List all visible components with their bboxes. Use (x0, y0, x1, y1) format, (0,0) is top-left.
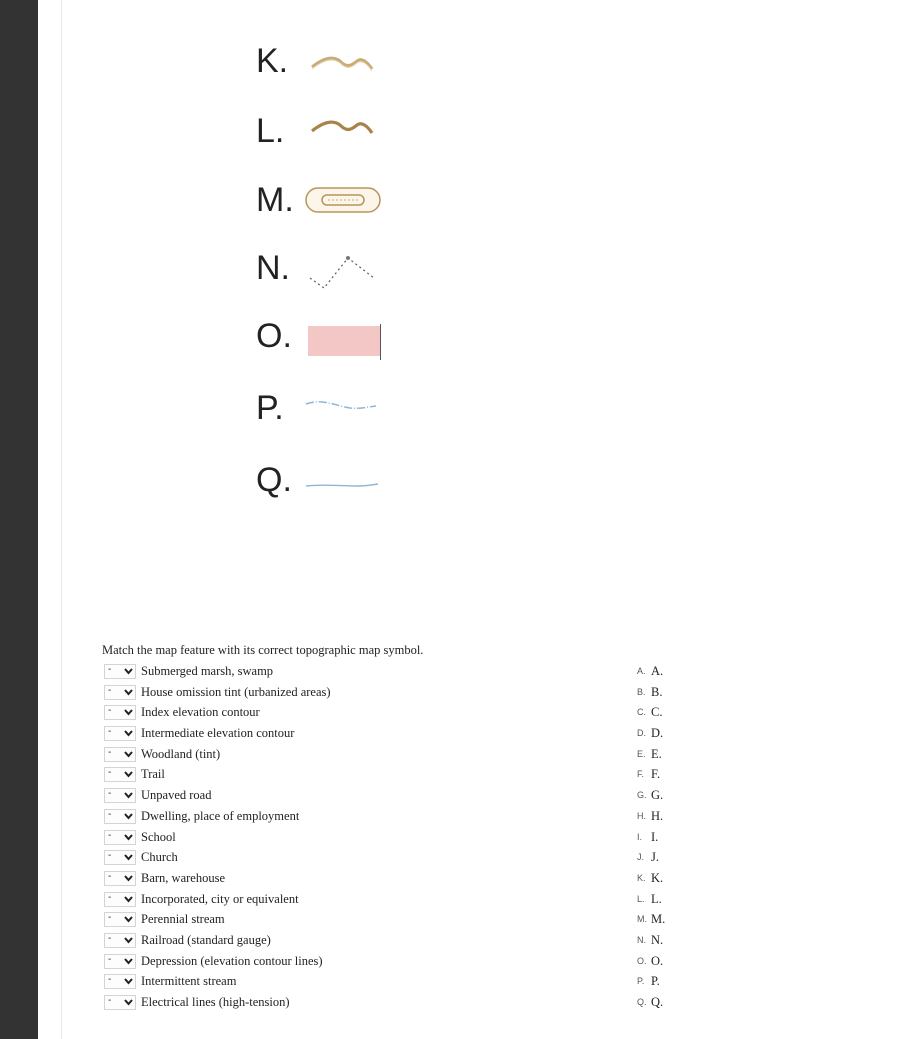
chevron-down-icon (123, 810, 134, 822)
match-list (104, 662, 704, 1014)
answer-option-text: C. (651, 705, 663, 720)
question-prompt: Match the map feature with its correct topographic map symbol. (102, 643, 424, 657)
blue-solid-stream-icon (302, 456, 382, 506)
racetrack-icon (302, 176, 382, 226)
answer-select[interactable] (104, 974, 136, 989)
chevron-down-icon (123, 831, 134, 843)
answer-option-tag: D. (637, 728, 646, 739)
answer-option-text: M. (651, 912, 666, 927)
answer-option-tag: G. (637, 790, 647, 801)
match-item-label: Church (141, 850, 178, 865)
select-value: - (108, 746, 112, 758)
chevron-down-icon (123, 975, 134, 987)
match-item-label: Dwelling, place of employment (141, 808, 300, 823)
match-item-label: Electrical lines (high-tension) (141, 995, 290, 1009)
match-row (104, 993, 704, 1014)
blue-dashed-stream-icon (302, 384, 382, 434)
chevron-down-icon (123, 665, 134, 677)
answer-option-tag: O. (637, 955, 647, 966)
match-item-label: Barn, warehouse (141, 870, 225, 885)
select-value: - (108, 808, 112, 820)
match-row (104, 869, 704, 890)
match-row (104, 910, 704, 931)
pink-tint-block-icon (302, 312, 382, 362)
match-item-label: Unpaved road (141, 788, 212, 803)
answer-option-text: Q. (651, 995, 664, 1009)
answer-option-text: F. (651, 767, 661, 782)
answer-option-tag: M. (637, 914, 647, 925)
match-row (104, 683, 704, 704)
match-row (104, 786, 704, 807)
symbol-row (250, 172, 400, 232)
match-row (104, 828, 704, 849)
select-value: - (108, 684, 112, 696)
answer-option-text: E. (651, 746, 662, 761)
match-item-label: Intermittent stream (141, 974, 237, 989)
answer-select[interactable] (104, 850, 136, 865)
symbol-letter: L. (256, 112, 285, 150)
match-item-label: Index elevation contour (141, 705, 260, 720)
answer-option-text: P. (651, 974, 660, 989)
chevron-down-icon (123, 789, 134, 801)
left-sidebar (0, 0, 38, 1039)
chevron-down-icon (123, 851, 134, 863)
match-row (104, 972, 704, 993)
match-item-label: Perennial stream (141, 912, 225, 927)
symbol-letter: N. (256, 249, 290, 287)
answer-select[interactable] (104, 747, 136, 762)
answer-option-tag: C. (637, 707, 646, 718)
match-item-label: Trail (141, 767, 165, 782)
gravel-road-curve-icon (302, 37, 382, 87)
answer-option-text: N. (651, 932, 664, 947)
chevron-down-icon (123, 768, 134, 780)
paved-road-curve-icon (302, 107, 382, 157)
answer-select[interactable] (104, 912, 136, 927)
chevron-down-icon (123, 934, 134, 946)
select-value: - (108, 850, 112, 862)
answer-select[interactable] (104, 995, 136, 1010)
chevron-down-icon (123, 955, 134, 967)
chevron-down-icon (123, 748, 134, 760)
symbol-letter: Q. (256, 461, 292, 499)
select-value: - (108, 788, 112, 800)
answer-option-text: B. (651, 684, 663, 699)
match-row (104, 765, 704, 786)
chevron-down-icon (123, 893, 134, 905)
answer-select[interactable] (104, 726, 136, 741)
answer-select[interactable] (104, 705, 136, 720)
chevron-down-icon (123, 913, 134, 925)
match-row (104, 807, 704, 828)
select-value: - (108, 932, 112, 944)
answer-option-text: A. (651, 664, 664, 678)
select-value: - (108, 726, 112, 738)
answer-select[interactable] (104, 788, 136, 803)
answer-option-text: J. (651, 850, 659, 865)
select-value: - (108, 664, 112, 675)
select-value: - (108, 705, 112, 717)
select-value: - (108, 912, 112, 924)
answer-option-tag: I. (637, 831, 643, 842)
answer-option-tag: E. (637, 748, 646, 759)
match-row (104, 703, 704, 724)
answer-select[interactable] (104, 954, 136, 969)
answer-option-text: L. (651, 891, 662, 906)
select-value: - (108, 974, 112, 986)
symbol-letter: P. (256, 389, 284, 427)
symbol-row (250, 33, 400, 93)
symbol-row (250, 308, 400, 368)
symbol-letter: M. (256, 181, 294, 219)
match-item-label: Woodland (tint) (141, 746, 221, 761)
answer-option-tag: Q. (637, 997, 647, 1007)
select-value: - (108, 829, 112, 841)
answer-option-text: K. (651, 870, 664, 885)
chevron-down-icon (123, 727, 134, 739)
symbol-row (250, 240, 400, 300)
answer-option-tag: P. (637, 976, 645, 987)
match-item-label: Incorporated, city or equivalent (141, 891, 299, 906)
match-row (104, 662, 704, 683)
answer-select[interactable] (104, 871, 136, 886)
content-divider (61, 0, 62, 1039)
match-item-label: House omission tint (urbanized areas) (141, 684, 331, 699)
select-value: - (108, 767, 112, 779)
answer-option-text: I. (651, 829, 659, 844)
match-row (104, 848, 704, 869)
answer-option-text: H. (651, 808, 664, 823)
answer-option-text: D. (651, 726, 664, 741)
match-row (104, 890, 704, 911)
chevron-down-icon (123, 706, 134, 718)
answer-option-tag: H. (637, 810, 646, 821)
answer-select[interactable] (104, 767, 136, 782)
symbol-row (250, 452, 400, 512)
answer-option-text: O. (651, 953, 664, 968)
select-value: - (108, 953, 112, 965)
match-item-label: Submerged marsh, swamp (141, 664, 274, 678)
match-item-label: Depression (elevation contour lines) (141, 953, 323, 968)
symbol-letter: K. (256, 42, 289, 80)
answer-option-text: G. (651, 788, 664, 803)
match-item-label: Railroad (standard gauge) (141, 932, 271, 947)
dotted-ridge-line-icon (302, 244, 382, 294)
select-value: - (108, 995, 112, 1006)
match-row (104, 931, 704, 952)
answer-select[interactable] (104, 933, 136, 948)
answer-select[interactable] (104, 664, 136, 679)
match-row (104, 745, 704, 766)
match-row (104, 724, 704, 745)
symbol-row (250, 380, 400, 440)
chevron-down-icon (123, 872, 134, 884)
answer-select[interactable] (104, 892, 136, 907)
symbol-row (250, 103, 400, 163)
answer-option-tag: F. (637, 769, 645, 780)
symbol-figure (250, 0, 400, 510)
answer-option-tag: L. (637, 893, 645, 904)
select-value: - (108, 870, 112, 882)
match-item-label: Intermediate elevation contour (141, 726, 295, 741)
match-item-label: School (141, 829, 176, 844)
answer-option-tag: N. (637, 934, 646, 945)
chevron-down-icon (123, 996, 134, 1008)
answer-option-tag: J. (637, 852, 645, 863)
symbol-letter: O. (256, 317, 292, 355)
match-row (104, 952, 704, 973)
select-value: - (108, 891, 112, 903)
answer-select[interactable] (104, 830, 136, 845)
answer-select[interactable] (104, 685, 136, 700)
answer-option-tag: A. (637, 666, 646, 676)
answer-select[interactable] (104, 809, 136, 824)
answer-option-tag: K. (637, 872, 646, 883)
answer-option-tag: B. (637, 686, 646, 697)
chevron-down-icon (123, 686, 134, 698)
